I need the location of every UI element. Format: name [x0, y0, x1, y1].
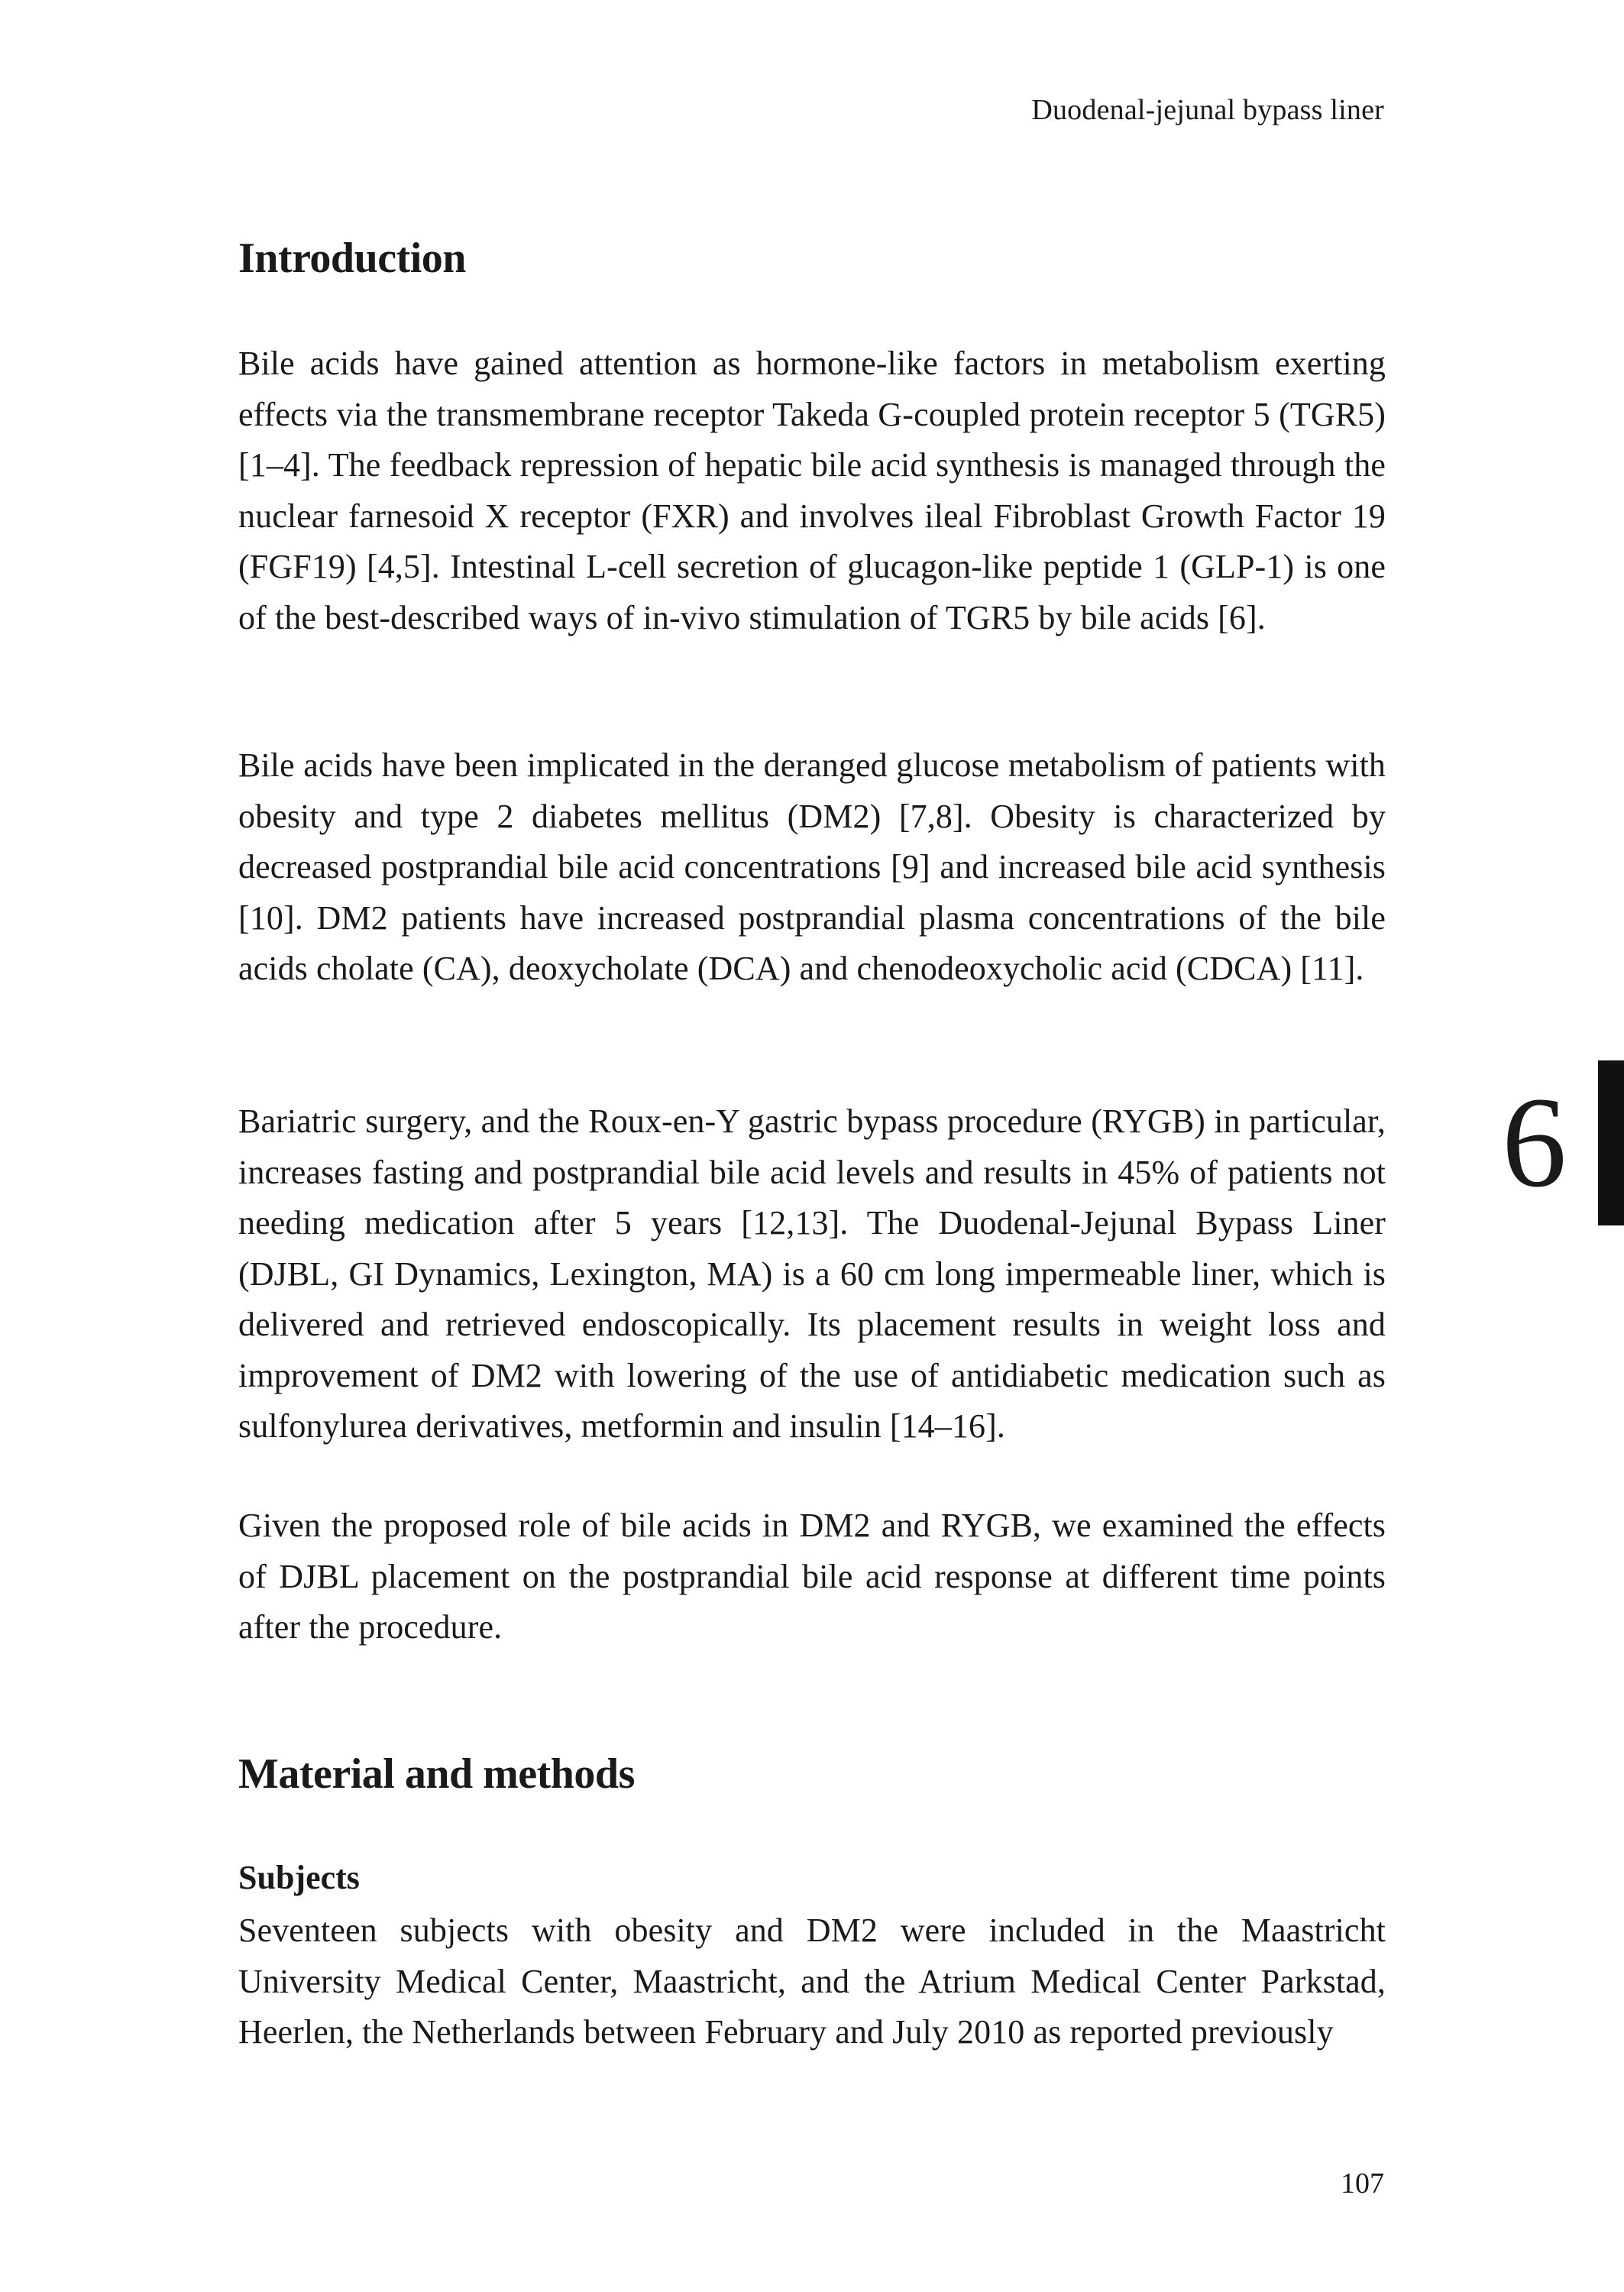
introduction-paragraph-4: [238, 1500, 1386, 1653]
paragraph-text: Seventeen subjects with obesity and DM2 were included in the Maastricht University Medical Center, Maastricht, and the Atrium Medical Center Parkstad, Heerlen, the Netherlands between February and July 2010 as reported previously: [238, 1912, 1386, 2051]
subjects-paragraph: [238, 1905, 1386, 2058]
running-header: Duodenal-jejunal bypass liner: [1031, 94, 1384, 126]
paragraph-text: Bile acids have gained attention as hormone-like factors in metabolism exerting effects via the transmembrane receptor Takeda G-coupled protein receptor 5 (TGR5) [1–4]. The feedback repression of hepatic bile acid synthesis is managed through the nuclear farnesoid X receptor (FXR) and involves ileal Fibroblast Growth Factor 19 (FGF19) [4,5]. Intestinal L-cell secretion of glucagon-like peptide 1 (GLP-1) is one of the best-described ways of in-vivo stimulation of TGR5 by bile acids [6].: [238, 345, 1386, 636]
page-number: 107: [1341, 2167, 1384, 2200]
paragraph-text: Bile acids have been implicated in the deranged glucose metabolism of patients with obesity and type 2 diabetes mellitus (DM2) [7,8]. Obesity is characterized by decreased postprandial bile acid concentrations [9] and increased bile acid synthesis [10]. DM2 patients have increased postprandial plasma concentrations of the bile acids cholate (CA), deoxycholate (DCA) and chenodeoxycholic acid (CDCA) [11].: [238, 746, 1386, 987]
subjects-subheading: Subjects: [238, 1859, 360, 1896]
introduction-paragraph-3: [238, 1096, 1386, 1452]
methods-heading: Material and methods: [238, 1750, 635, 1798]
introduction-heading: Introduction: [238, 235, 466, 282]
chapter-number: 6: [1502, 1070, 1567, 1214]
introduction-paragraph-2: [238, 740, 1386, 995]
paragraph-text: Given the proposed role of bile acids in DM2 and RYGB, we examined the effects of DJBL placement on the postprandial bile acid response at different time points after the procedure.: [238, 1507, 1386, 1646]
introduction-paragraph-1: [238, 338, 1386, 643]
chapter-thumb-tab: [1598, 1060, 1624, 1225]
paragraph-text: Bariatric surgery, and the Roux-en-Y gastric bypass procedure (RYGB) in particular, increases fasting and postprandial bile acid levels and results in 45% of patients not needing medication after 5 years [12,13]. The Duodenal-Jejunal Bypass Liner (DJBL, GI Dynamics, Lexington, MA) is a 60 cm long impermeable liner, which is delivered and retrieved endoscopically. Its placement results in weight loss and improvement of DM2 with lowering of the use of antidiabetic medication such as sulfonylurea derivatives, metformin and insulin [14–16].: [238, 1102, 1386, 1445]
